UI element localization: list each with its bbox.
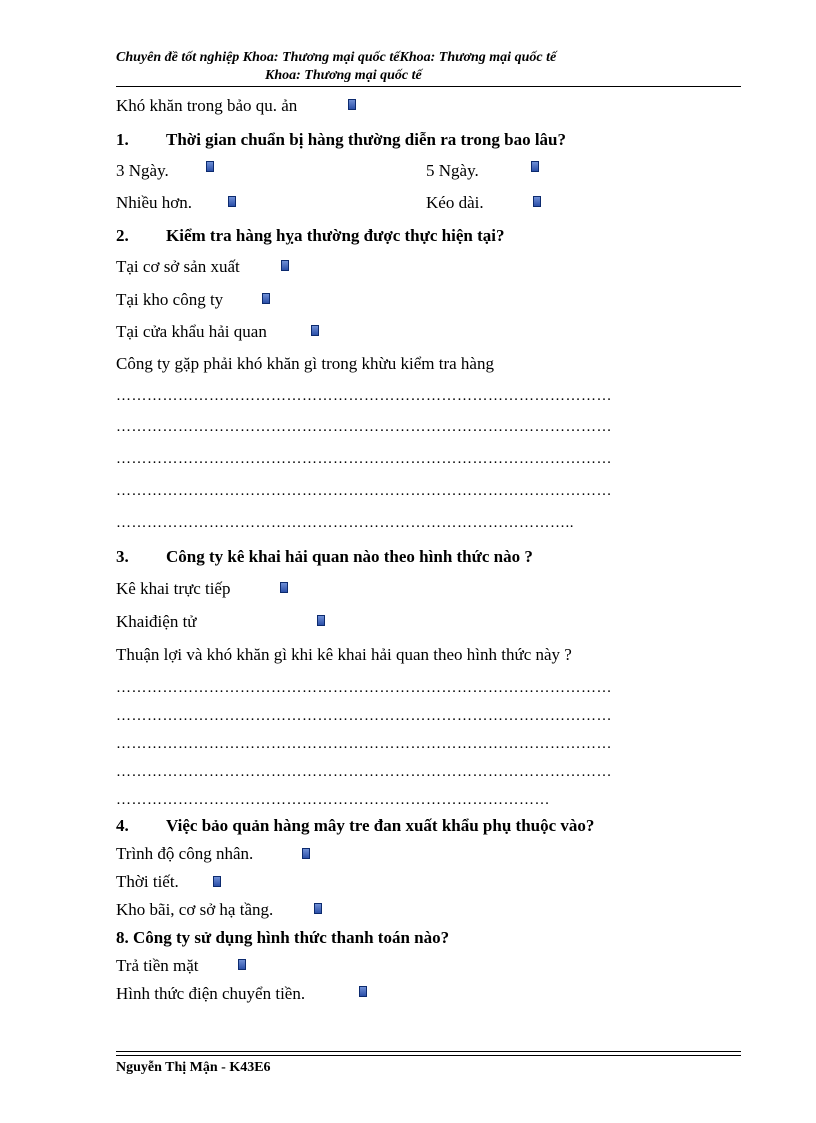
question-3 <box>116 547 533 567</box>
question-1 <box>116 130 566 150</box>
q3-answer-line-1[interactable]: …………………………………………………………………………………… <box>116 680 612 696</box>
footer-rule-bottom <box>116 1055 741 1056</box>
question-4-text: Việc bảo quản hàng mây tre đan xuất khẩu phụ thuộc vào? <box>166 816 595 835</box>
q2-option-3-label: Tại cửa khẩu hải quan <box>116 322 267 341</box>
q1-option-2-checkbox[interactable] <box>531 161 539 172</box>
q2-followup: Công ty gặp phải khó khăn gì trong khừu kiểm tra hàng <box>116 354 494 373</box>
question-8: 8. Công ty sử dụng hình thức thanh toán nào? <box>116 928 450 947</box>
q4-option-3-label: Kho bãi, cơ sở hạ tầng. <box>116 900 274 919</box>
q3-followup: Thuận lợi và khó khăn gì khi kê khai hải quan theo hình thức này ? <box>116 645 572 664</box>
q1-option-3-label: Nhiều hơn. <box>116 193 193 212</box>
q3-option-1-label: Kê khai trực tiếp <box>116 579 231 598</box>
q4-option-1-checkbox[interactable] <box>302 848 310 859</box>
question-2-text: Kiểm tra hàng hỵa thường được thực hiện tại? <box>166 226 505 245</box>
question-2-number: 2. <box>116 226 129 245</box>
q4-option-2-checkbox[interactable] <box>213 876 221 887</box>
q1-option-2-label: 5 Ngày. <box>426 161 479 180</box>
q2-answer-line-1[interactable]: …………………………………………………………………………………… <box>116 388 612 404</box>
q8-option-1-label: Trả tiền mặt <box>116 956 199 975</box>
q2-answer-line-2[interactable]: …………………………………………………………………………………… <box>116 419 612 435</box>
question-1-number: 1. <box>116 130 129 149</box>
header-line-1: Chuyên đề tốt nghiệp Khoa: Thương mại quốc tếKhoa: Thương mại quốc tế <box>116 50 557 65</box>
question-2 <box>116 226 504 246</box>
q2-option-1-checkbox[interactable] <box>281 260 289 271</box>
q4-option-3-checkbox[interactable] <box>314 903 322 914</box>
intro-option-label: Khó khăn trong bảo qu. ản <box>116 96 298 115</box>
intro-checkbox[interactable] <box>348 99 356 110</box>
q3-option-2-checkbox[interactable] <box>317 615 325 626</box>
q2-option-2-label: Tại kho công ty <box>116 290 224 309</box>
q3-answer-line-2[interactable]: …………………………………………………………………………………… <box>116 708 612 724</box>
q2-option-1-label: Tại cơ sở sản xuất <box>116 257 240 276</box>
q3-answer-line-3[interactable]: …………………………………………………………………………………… <box>116 736 612 752</box>
q3-answer-line-5[interactable]: ………………………………………………………………………… <box>116 792 550 808</box>
q8-option-2-label: Hình thức điện chuyển tiền. <box>116 984 306 1003</box>
q4-option-2-label: Thời tiết. <box>116 872 179 891</box>
q3-option-2-label: Khaiđiện tử <box>116 612 197 631</box>
q2-option-2-checkbox[interactable] <box>262 293 270 304</box>
q3-option-1-checkbox[interactable] <box>280 582 288 593</box>
q2-answer-line-5[interactable]: …………………………………………………………………………….. <box>116 515 574 531</box>
q1-option-1-label: 3 Ngày. <box>116 161 169 180</box>
q2-option-3-checkbox[interactable] <box>311 325 319 336</box>
q2-answer-line-4[interactable]: …………………………………………………………………………………… <box>116 483 612 499</box>
question-3-text: Công ty kê khai hải quan nào theo hình thức nào ? <box>166 547 533 566</box>
header-line-2: Khoa: Thương mại quốc tế <box>265 68 422 83</box>
question-4-number: 4. <box>116 816 129 835</box>
q1-option-1-checkbox[interactable] <box>206 161 214 172</box>
q4-option-1-label: Trình độ công nhân. <box>116 844 254 863</box>
question-3-number: 3. <box>116 547 129 566</box>
header-rule <box>116 86 741 87</box>
q1-option-3-checkbox[interactable] <box>228 196 236 207</box>
q1-option-4-label: Kéo dài. <box>426 193 484 212</box>
question-4 <box>116 816 594 836</box>
footer-author: Nguyễn Thị Mận - K43E6 <box>116 1060 271 1075</box>
q2-answer-line-3[interactable]: …………………………………………………………………………………… <box>116 451 612 467</box>
q8-option-2-checkbox[interactable] <box>359 986 367 997</box>
q8-option-1-checkbox[interactable] <box>238 959 246 970</box>
q3-answer-line-4[interactable]: …………………………………………………………………………………… <box>116 764 612 780</box>
footer-rule-top <box>116 1051 741 1052</box>
question-1-text: Thời gian chuẩn bị hàng thường diễn ra trong bao lâu? <box>166 130 566 149</box>
q1-option-4-checkbox[interactable] <box>533 196 541 207</box>
